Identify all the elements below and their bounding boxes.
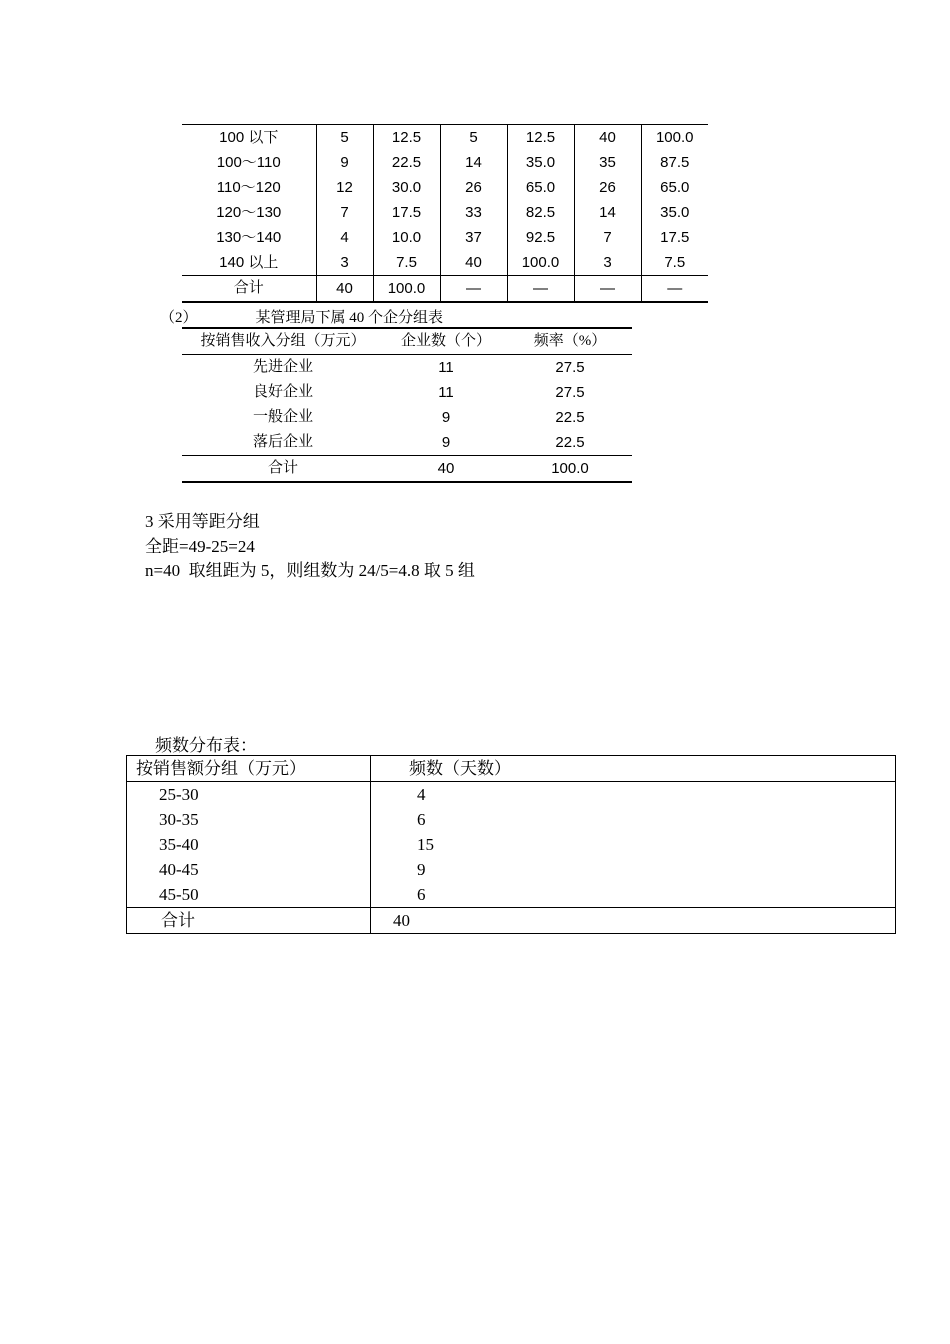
- table-row: 一般企业 9 22.5: [252, 409, 585, 426]
- paragraph-grouping-method: 3 采用等距分组: [145, 512, 260, 531]
- table-row: 先进企业 11 27.5: [252, 359, 585, 376]
- frequency-table-caption: 频数分布表：: [155, 736, 257, 755]
- table-row: 120～130 7 17.5 33 82.5 14 35.0: [182, 200, 708, 225]
- paragraph-group-count: n=40 取组距为 5，则组数为 24/5=4.8 取 5 组: [145, 561, 475, 580]
- table-row: 45-50 6: [127, 882, 896, 908]
- table-row: 落后企业 9 22.5: [252, 434, 585, 451]
- table-total-row: 合计 40 100.0: [182, 456, 632, 483]
- table-row: 良好企业 11 27.5: [252, 384, 585, 401]
- table-header-row: 按销售额分组（万元） 频数（天数）: [127, 756, 896, 782]
- table2-caption: [160, 306, 443, 327]
- table-row: 110～120 12 30.0 26 65.0 26 65.0: [182, 175, 708, 200]
- frequency-distribution-table: [126, 755, 896, 934]
- table-header-row: 按销售收入分组（万元） 企业数（个） 频率（%）: [182, 328, 632, 355]
- table2-prefix: （2）: [160, 310, 198, 326]
- table-row: 100～110 9 22.5 14 35.0 35 87.5: [182, 150, 708, 175]
- table-row: 30-35 6: [127, 807, 896, 832]
- table-row: 140 以上 3 7.5 40 100.0 3 7.5: [182, 250, 708, 276]
- table-row: 100 以下 5 12.5 5 12.5 40 100.0: [182, 125, 708, 151]
- table-total-row: 合计 40 100.0 — — — —: [182, 276, 708, 303]
- table-total-row: 合计 40: [127, 908, 896, 934]
- cumulative-frequency-table: [182, 124, 708, 303]
- table-row: 35-40 15: [127, 832, 896, 857]
- table2-title: 某管理局下属 40 个企分组表: [255, 310, 444, 326]
- table-row: 25-30 4: [127, 782, 896, 808]
- table-row: 130～140 4 10.0 37 92.5 7 17.5: [182, 225, 708, 250]
- paragraph-range: 全距=49-25=24: [145, 537, 255, 556]
- enterprise-group-table: [182, 327, 632, 483]
- table-row: 40-45 9: [127, 857, 896, 882]
